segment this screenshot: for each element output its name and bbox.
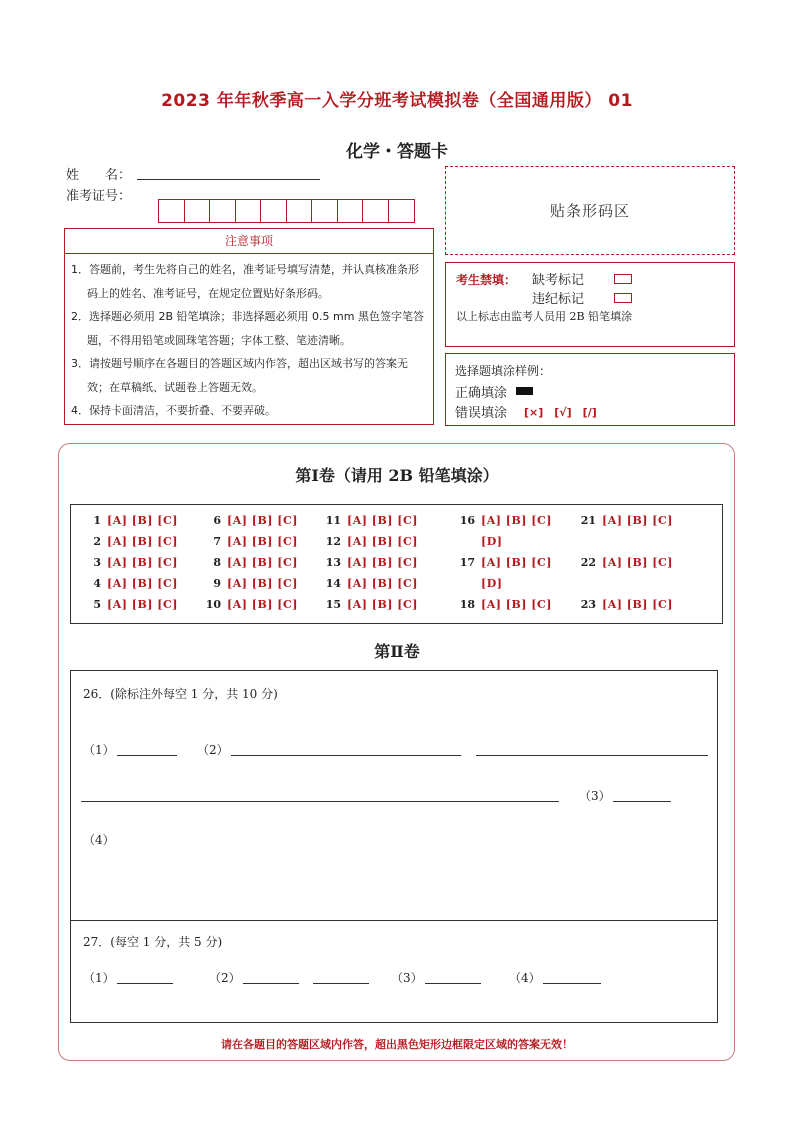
wrong-marks: [×] [√] [/] (524, 406, 597, 419)
q27-blank-4-label: （4） (509, 971, 541, 985)
q27-blank-2a[interactable] (243, 983, 299, 984)
question-10[interactable]: 10 [A] [B] [C] (205, 598, 298, 611)
question-16-option-d[interactable]: [D] (481, 535, 503, 548)
q26-blank-2a[interactable] (231, 755, 461, 756)
question-6[interactable]: 6 [A] [B] [C] (213, 514, 298, 527)
part2-title: 第Ⅱ卷 (374, 642, 420, 661)
question-14[interactable]: 14 [A] [B] [C] (325, 577, 418, 590)
q27-blank-1[interactable] (117, 983, 173, 984)
notice-heading: 注意事项 (65, 229, 433, 254)
question-21[interactable]: 21 [A] [B] [C] (580, 514, 673, 527)
q26-heading: 26．(除标注外每空 1 分，共 10 分) (83, 687, 278, 701)
notice-item: 2．选择题必须用 2B 铅笔填涂；非选择题必须用 0.5 mm 黑色签字笔答题，不得用铅笔或圆珠笔答题；字体工整、笔迹清晰。 (71, 310, 424, 347)
q27-blank-3[interactable] (425, 983, 481, 984)
question-divider (71, 920, 717, 921)
id-label: 准考证号： (66, 189, 132, 204)
q26-blank-2-label: （2） (197, 743, 229, 757)
part1-title: 第Ⅰ卷（请用 2B 铅笔填涂） (295, 466, 499, 485)
q27-blank-4[interactable] (543, 983, 601, 984)
question-2[interactable]: 2 [A] [B] [C] (93, 535, 178, 548)
question-23[interactable]: 23 [A] [B] [C] (580, 598, 673, 611)
q27-blank-1-label: （1） (83, 971, 115, 985)
notice-item: 1．答题前，考生先将自己的姓名，准考证号填写清楚，并认真核准条形码上的姓名、准考证号，在规定位置贴好条形码。 (71, 263, 419, 300)
wrong-label: 错误填涂 (455, 406, 508, 421)
question-1[interactable]: 1 [A] [B] [C] (93, 514, 178, 527)
id-number-boxes[interactable] (158, 199, 415, 223)
question-17[interactable]: 17 [A] [B] [C] (459, 556, 552, 569)
page-title: 2023 年年秋季高一入学分班考试模拟卷（全国通用版） 01 (161, 91, 633, 111)
absent-label: 缺考标记 (532, 273, 585, 288)
footer-warning: 请在各题目的答题区域内作答，超出黑色矩形边框限定区域的答案无效！ (221, 1038, 573, 1051)
name-label: 姓 名： (66, 168, 132, 183)
violation-label: 违纪标记 (532, 292, 585, 307)
q27-blank-3-label: （3） (391, 971, 423, 985)
question-8[interactable]: 8 [A] [B] [C] (213, 556, 298, 569)
question-5[interactable]: 5 [A] [B] [C] (93, 598, 178, 611)
question-13[interactable]: 13 [A] [B] [C] (325, 556, 418, 569)
filled-mark-icon (516, 387, 533, 395)
forbidden-box (445, 262, 735, 347)
q26-blank-3[interactable] (613, 801, 671, 802)
q26-blank-4-area[interactable] (111, 851, 701, 911)
question-9[interactable]: 9 [A] [B] [C] (213, 577, 298, 590)
question-4[interactable]: 4 [A] [B] [C] (93, 577, 178, 590)
question-16[interactable]: 16 [A] [B] [C] (459, 514, 552, 527)
forbidden-note: 以上标志由监考人员用 2B 铅笔填涂 (456, 310, 633, 323)
violation-mark-box[interactable] (614, 293, 632, 303)
forbidden-label: 考生禁填： (456, 273, 517, 287)
absent-mark-box[interactable] (614, 274, 632, 284)
question-18[interactable]: 18 [A] [B] [C] (459, 598, 552, 611)
q27-heading: 27．(每空 1 分，共 5 分) (83, 935, 223, 949)
question-7[interactable]: 7 [A] [B] [C] (213, 535, 298, 548)
question-11[interactable]: 11 [A] [B] [C] (325, 514, 418, 527)
q26-blank-3-label: （3） (579, 789, 611, 803)
q27-blank-2-label: （2） (209, 971, 241, 985)
notice-item: 4．保持卡面清洁，不要折叠、不要弄破。 (71, 404, 276, 417)
answer-area (70, 670, 718, 1023)
q26-blank-1[interactable] (117, 755, 177, 756)
q26-blank-4-label: （4） (83, 833, 115, 847)
question-12[interactable]: 12 [A] [B] [C] (325, 535, 418, 548)
sample-heading: 选择题填涂样例： (455, 364, 552, 378)
question-15[interactable]: 15 [A] [B] [C] (325, 598, 418, 611)
q26-blank-2b[interactable] (476, 755, 708, 756)
question-3[interactable]: 3 [A] [B] [C] (93, 556, 178, 569)
notice-item: 3．请按题号顺序在各题目的答题区域内作答，超出区域书写的答案无效；在草稿纸、试题卷上答题无效。 (71, 357, 408, 394)
notice-box (64, 228, 434, 425)
q26-blank-1-label: （1） (83, 743, 115, 757)
card-subtitle: 化学・答题卡 (346, 142, 448, 162)
question-17-option-d[interactable]: [D] (481, 577, 503, 590)
fill-sample-box (445, 353, 735, 426)
question-22[interactable]: 22 [A] [B] [C] (580, 556, 673, 569)
q26-blank-2c[interactable] (81, 801, 559, 802)
correct-label: 正确填涂 (455, 386, 508, 401)
barcode-area: 贴条形码区 (445, 166, 735, 255)
q27-blank-2b[interactable] (313, 983, 369, 984)
name-field[interactable] (137, 164, 320, 180)
mcq-grid (70, 504, 723, 624)
